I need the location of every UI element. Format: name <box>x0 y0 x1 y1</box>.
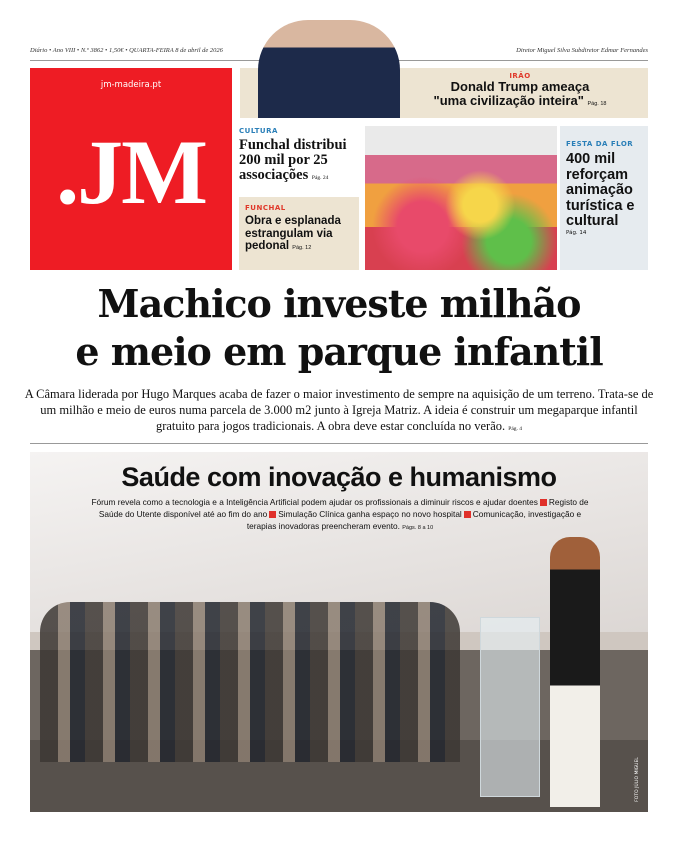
audience <box>40 602 460 762</box>
logo-box[interactable] <box>30 68 232 270</box>
title: Donald Trump ameaça "uma civilização inteira" Pág. 18 <box>433 79 607 108</box>
saude-summary: Fórum revela como a tecnologia e a Inteligência Artificial podem ajudar os profissionais a diminuir riscos e ajudar doentes Registo de Saúde do Utente disponível até ao fim do ano Simulação Clínica ganha espaço no novo hospital Comunicação, investigação e terapias inovadoras preencheram evento. Págs. 8 a 10 <box>91 497 589 531</box>
funchal-story[interactable] <box>239 197 359 270</box>
saude-photo[interactable] <box>30 452 648 812</box>
page-ref: Pág. 14 <box>566 229 587 236</box>
trump-photo <box>258 20 400 118</box>
site-url[interactable]: jm-madeira.pt <box>100 80 162 90</box>
podium <box>480 617 540 797</box>
cultura-story[interactable] <box>239 127 361 186</box>
main-deck: A Câmara liderada por Hugo Marques acaba de fazer o maior investimento de sempre na aquisição de um terreno. Trata-se de um milhão e meio de euros numa parcela de 3.000 m2 junto à Igreja Matriz. A ideia é construir um megaparque infantil gratuito para jogos tradicionais. A obra deve estar concluída no verão. Pág. 4 <box>24 387 654 433</box>
saude-title: Saúde com inovação e humanismo <box>121 462 557 492</box>
kicker: FESTA DA FLOR <box>566 140 634 148</box>
flower-festival-photo <box>365 126 557 270</box>
kicker: CULTURA <box>239 127 278 135</box>
kicker: IRÃO <box>509 72 531 80</box>
title: Funchal distribui 200 mil por 25 associações Pág. 24 <box>239 137 347 183</box>
festa-story[interactable] <box>560 126 648 270</box>
title: Obra e esplanada estrangulam via pedonal Pág. 12 <box>245 215 341 252</box>
logo: .JM <box>56 121 206 223</box>
speaker <box>550 537 600 807</box>
title: 400 mil reforçam animação turística e cultural <box>566 151 635 229</box>
divider <box>30 443 648 444</box>
trump-text <box>400 72 640 111</box>
edition-info: Diário • Ano VIII • N.º 3862 • 1,50€ • QUARTA-FEIRA 8 de abril de 2026 <box>30 47 223 54</box>
kicker: FUNCHAL <box>245 204 286 212</box>
photo-credit: FOTO JÚLIO MIGUEL <box>635 757 641 802</box>
main-headline[interactable]: Machico investe milhão e meio em parque infantil <box>75 281 603 374</box>
editors: Diretor Miguel Silva Subdiretor Edmar Fernandes <box>516 47 648 54</box>
